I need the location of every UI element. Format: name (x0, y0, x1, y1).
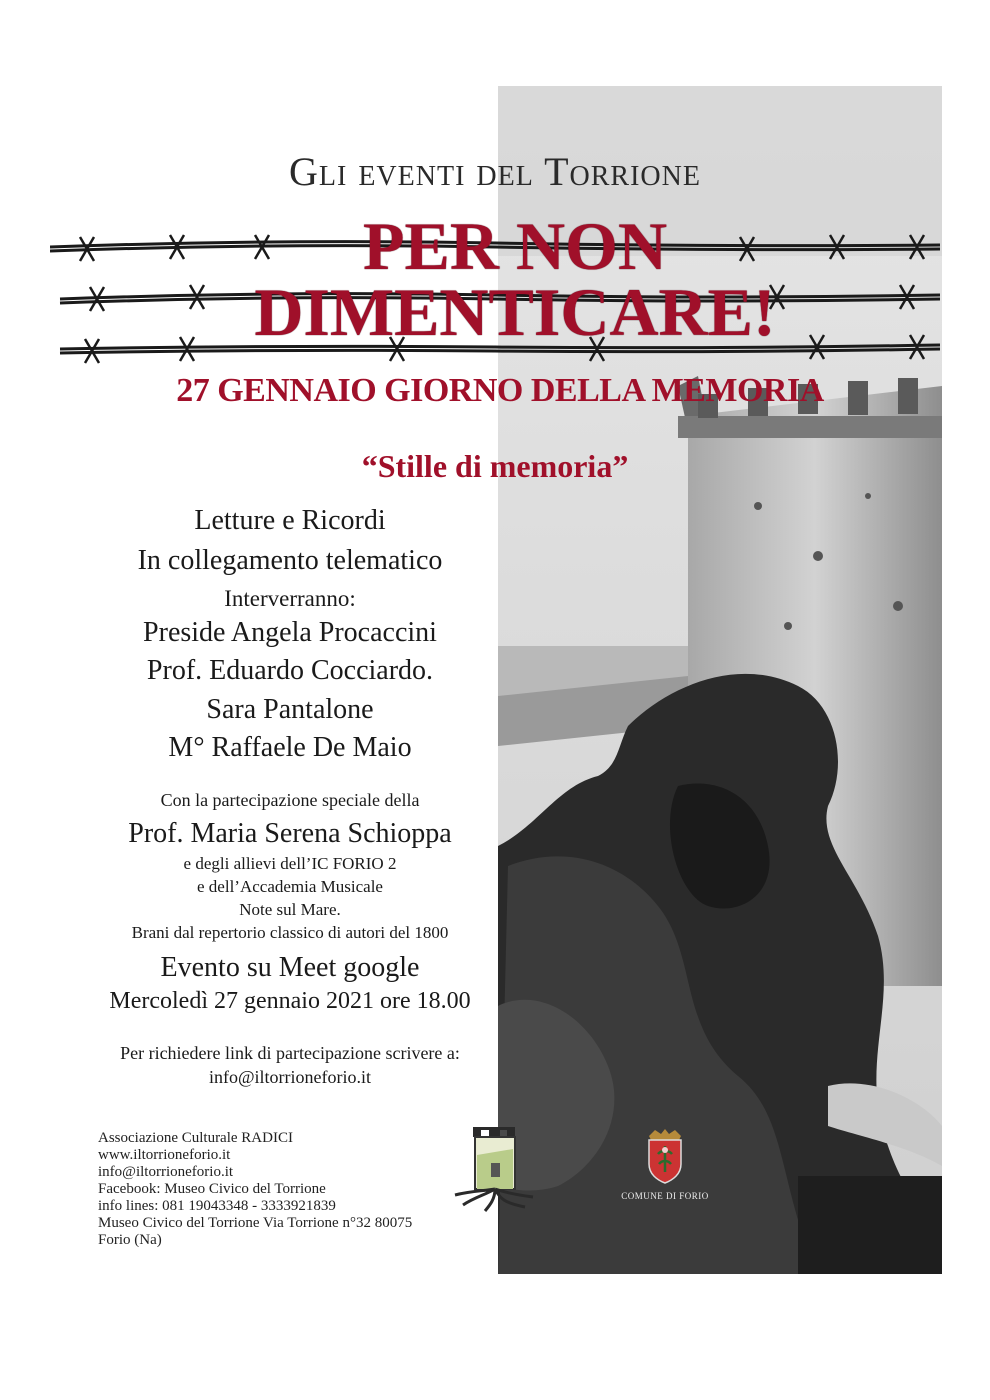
radici-tower-logo-icon (445, 1115, 545, 1215)
comune-crest (615, 1128, 715, 1201)
main-title-line2: DIMENTICARE! (254, 274, 776, 350)
footer-website-link[interactable]: www.iltorrioneforio.it (98, 1147, 231, 1163)
program-line2: In collegamento telematico (137, 545, 443, 576)
speaker: Sara Pantalone (206, 694, 374, 725)
interveners-label: Interverranno: (224, 586, 356, 611)
speaker: Preside Angela Procaccini (143, 617, 437, 648)
footer-email-link[interactable]: info@iltorrioneforio.it (98, 1164, 234, 1180)
footer-line: Museo Civico del Torrione Via Torrione n°32 80075 (98, 1215, 413, 1231)
event-quote: “Stille di memoria” (361, 448, 629, 484)
footer-line: Forio (Na) (98, 1232, 162, 1248)
comune-crest-icon (643, 1128, 687, 1184)
speaker: M° Raffaele De Maio (168, 732, 412, 763)
footer-line: Facebook: Museo Civico del Torrione (98, 1181, 326, 1197)
speaker: Prof. Eduardo Cocciardo. (146, 655, 434, 686)
main-title-line1: PER NON (362, 208, 668, 284)
footer-line: Associazione Culturale RADICI (98, 1130, 293, 1146)
special-participation-label: Con la partecipazione speciale della (160, 790, 420, 810)
request-link-label: Per richiedere link di partecipazione scrivere a: (120, 1043, 460, 1063)
program-line1: Letture e Ricordi (194, 505, 386, 536)
footer-line: info lines: 081 19043348 - 3333921839 (98, 1198, 336, 1214)
academy-name: Note sul Mare. (239, 900, 341, 919)
series-title: Gli eventi del Torrione (289, 149, 701, 194)
event-subtitle: 27 GENNAIO GIORNO DELLA MEMORIA (176, 372, 824, 409)
event-datetime: Mercoledì 27 gennaio 2021 ore 18.00 (109, 988, 471, 1014)
event-platform: Evento su Meet google (160, 952, 420, 983)
special-guest: Prof. Maria Serena Schioppa (128, 818, 452, 849)
academy-line: e dell’Accademia Musicale (197, 877, 383, 896)
students-line: e degli allievi dell’IC FORIO 2 (183, 854, 397, 873)
comune-label: COMUNE DI FORIO (621, 1191, 709, 1201)
footer-contacts (98, 1130, 498, 1249)
repertoire-line: Brani dal repertorio classico di autori del 1800 (131, 923, 449, 942)
contact-email[interactable]: info@iltorrioneforio.it (208, 1067, 372, 1087)
